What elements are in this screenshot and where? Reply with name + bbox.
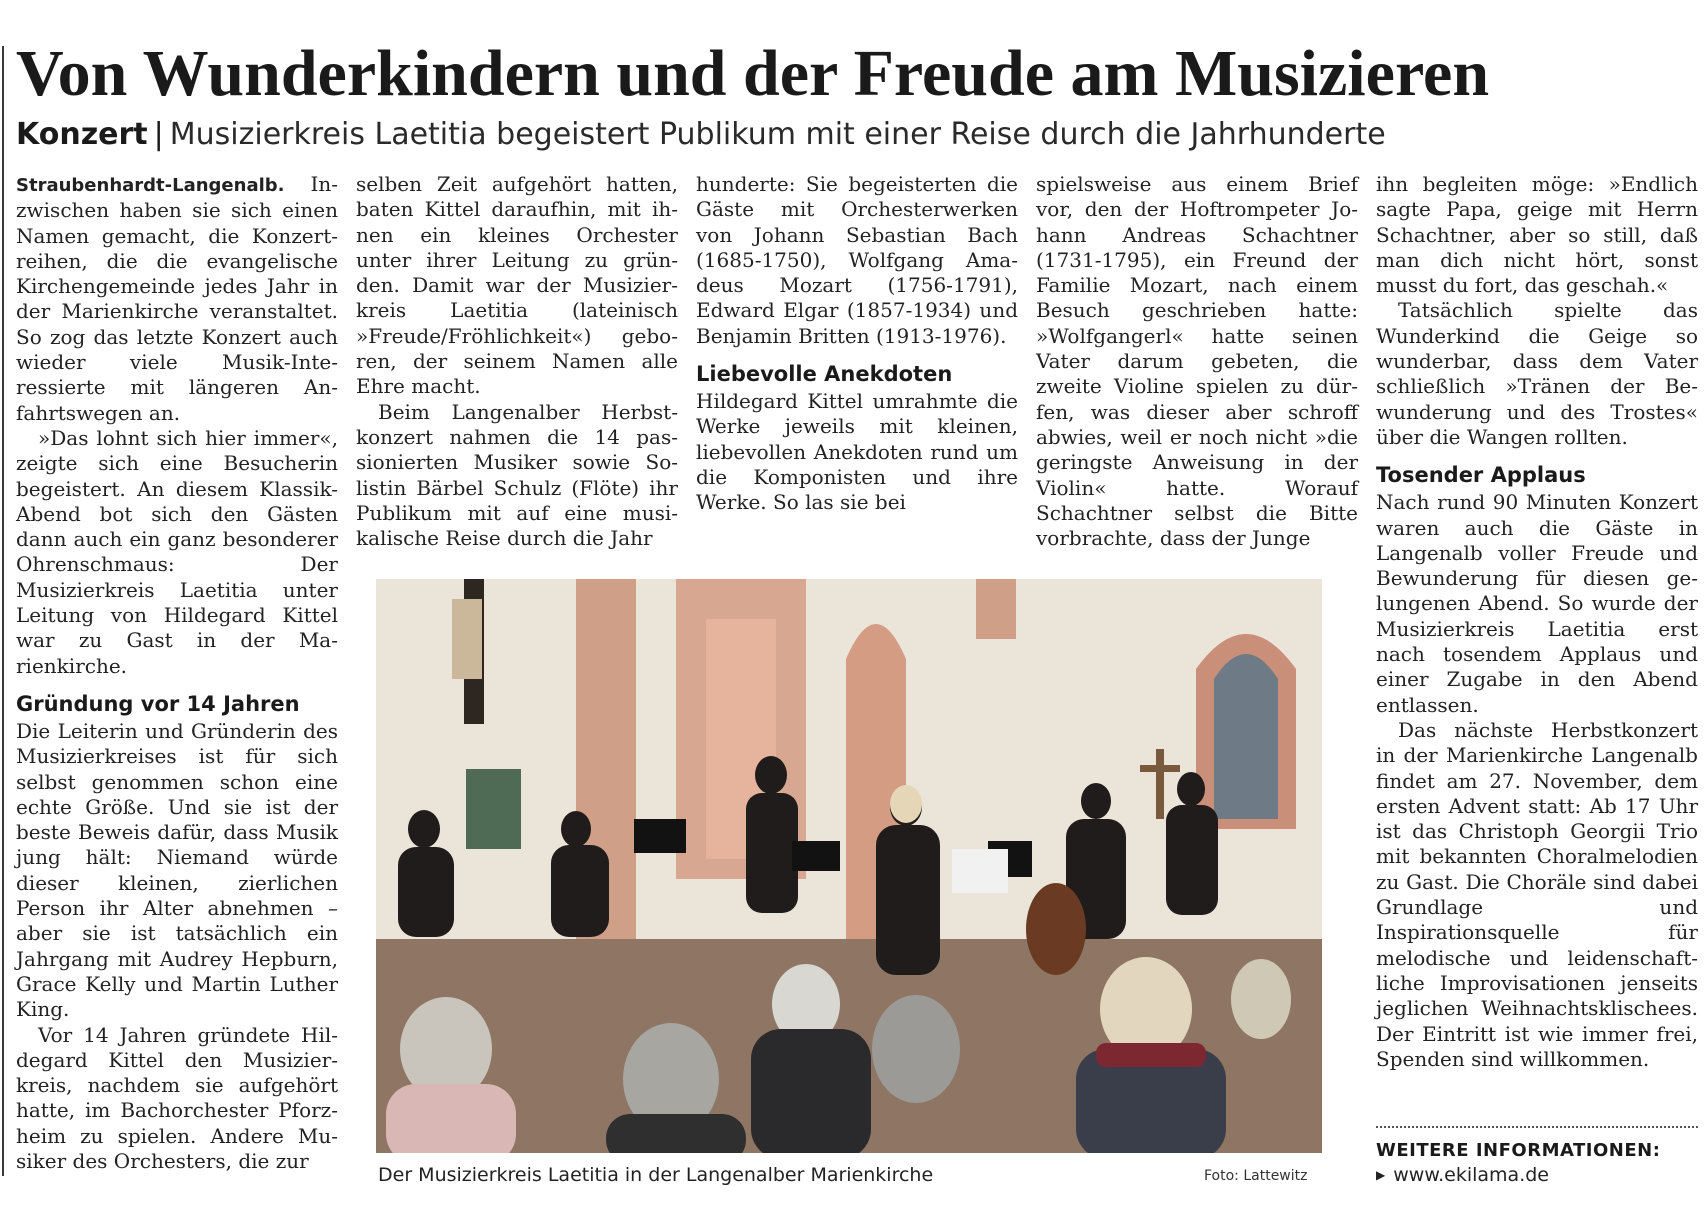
paragraph: hunderte: Sie begeisterten die Gäste mit Orchesterwerken von Johann Sebastian Bach (1685-1750), Wolfgang Amadeus Mozart (1756-1791), Edward Elgar (1857-1934) und Benjamin Britten (1913-1976).: [696, 172, 1018, 348]
paragraph: »Das lohnt sich hier immer«, zeigte sich eine Besucherin begeistert. An diesem Klassik-Abend bot sich den Gästen dann auch ein ganz besonderer Ohrenschmaus: Der Musizierkreis Laetitia unter Leitung von Hildegard Kittel war zu Gast in der Marienkirche.: [16, 425, 338, 678]
headline: Von Wunderkindern und der Freude am Musizieren: [16, 37, 1490, 110]
photo-caption: Der Musizierkreis Laetitia in der Langenalber Marienkirche: [378, 1164, 934, 1186]
paragraph-text: Inzwischen haben sie sich einen Namen gemacht, die Konzertreihen, die die evangelische Kirchengemeinde jedes Jahr in der Marienkirche veranstaltet. So zog das letzte Konzert auch wieder viele Musik-Interessierte mit längeren Anfahrtswegen an.: [16, 172, 338, 425]
article-column-1: [16, 172, 338, 1174]
concert-photo-illustration: [376, 579, 1322, 1153]
info-link-text[interactable]: www.ekilama.de: [1393, 1164, 1549, 1186]
paragraph: selben Zeit aufgehört hatten, baten Kittel daraufhin, mit ihnen ein kleines Orchester unter ihrer Leitung zu gründen. Damit war der Musizierkreis Laetitia (lateinisch »Freude/Fröhlichkeit«) geboren, der seinem Namen alle Ehre macht.: [356, 172, 678, 399]
info-divider: [1376, 1126, 1698, 1128]
paragraph: Beim Langenalber Herbstkonzert nahmen die 14 passionierten Musiker sowie Solistin Bärbel Schulz (Flöte) ihr Publikum mit auf eine musikalische Reise durch die Jahr: [356, 399, 678, 551]
paragraph: Vor 14 Jahren gründete Hildegard Kittel den Musizierkreis, nachdem sie aufgehört hatte, im Bachorchester Pforzheim zu spielen. Andere Musiker des Orchesters, die zur: [16, 1022, 338, 1173]
photo-credit: Foto: Lattewitz: [1204, 1168, 1308, 1184]
article-column-4: [1036, 172, 1358, 551]
paragraph: ihn begleiten möge: »Endlich sagte Papa, geige mit Herrn Schachtner, aber so still, daß man dich nicht hört, sonst musst du fort, das geschah.«: [1376, 172, 1698, 298]
kicker-separator: |: [153, 117, 164, 152]
subtitle-text: Musizierkreis Laetitia begeistert Publikum mit einer Reise durch die Jahrhunderte: [169, 117, 1386, 152]
paragraph: Das nächste Herbstkonzert in der Marienkirche Langenalb findet am 27. November, dem ersten Advent statt: Ab 17 Uhr ist das Christoph Georgii Trio mit bekannten Choralmelodien zu Gast. Die Choräle sind dabei Grundlage und Inspirationsquelle für melodische und leidenschaftliche Improvisationen jenseits jeglichen Weihnachtsklischees. Der Eintritt ist wie immer frei, Spenden sind willkommen.: [1376, 717, 1698, 1071]
article-column-3: [696, 172, 1018, 516]
article-column-5: [1376, 172, 1698, 1072]
paragraph: Die Leiterin und Gründerin des Musizierkreises ist für sich selbst genommen schon eine echte Größe. Und sie ist der beste Beweis dafür, dass Musik jung hält: Niemand würde dieser kleinen, zierlichen Person ihr Alter abnehmen – aber sie ist tatsächlich ein Jahrgang mit Audrey Hepburn, Grace Kelly und Martin Luther King.: [16, 718, 338, 1022]
subheadline: [16, 114, 1696, 156]
info-link[interactable]: [1376, 1164, 1549, 1186]
article-column-2: [356, 172, 678, 551]
triangle-right-icon: ▶: [1376, 1168, 1386, 1182]
paragraph: spielsweise aus einem Brief vor, den der Hoftrompeter Johann Andreas Schachtner (1731-1795), ein Freund der Familie Mozart, nach einem Besuch geschrieben hatte: »Wolfgangerl« hatte seinen Vater darum gebeten, die zweite Violine spielen zu dürfen, was dieser aber schroff abwies, weil er noch nicht »die geringste Anweisung in der Violin« hatte. Worauf Schachtner selbst die Bitte vorbrachte, dass der Junge: [1036, 172, 1358, 551]
paragraph: Hildegard Kittel umrahmte die Werke jeweils mit kleinen, liebevollen Anekdoten rund um die Komponisten und ihre Werke. So las sie bei: [696, 389, 1018, 515]
concert-photo: [376, 579, 1322, 1153]
dateline: Straubenhardt-Langenalb.: [16, 175, 285, 196]
paragraph: [16, 172, 338, 426]
paragraph: Tatsächlich spielte das Wunderkind die Geige so wunderbar, dass dem Vater schließlich »Tränen der Bewunderung und des Trostes« über die Wangen rollten.: [1376, 298, 1698, 449]
section-heading: Tosender Applaus: [1376, 463, 1586, 488]
kicker-label: Konzert: [16, 117, 148, 152]
section-heading: Liebevolle Anekdoten: [696, 362, 953, 387]
paragraph: Nach rund 90 Minuten Konzert waren auch die Gäste in Langenalb voller Freude und Bewunderung für diesen gelungenen Abend. So wurde der Musizierkreis Laetitia erst nach tosendem Applaus und einer Zugabe in den Abend entlassen.: [1376, 490, 1698, 717]
left-column-rule: [2, 46, 4, 1176]
info-heading: WEITERE INFORMATIONEN:: [1376, 1140, 1661, 1161]
section-heading: Gründung vor 14 Jahren: [16, 691, 300, 716]
